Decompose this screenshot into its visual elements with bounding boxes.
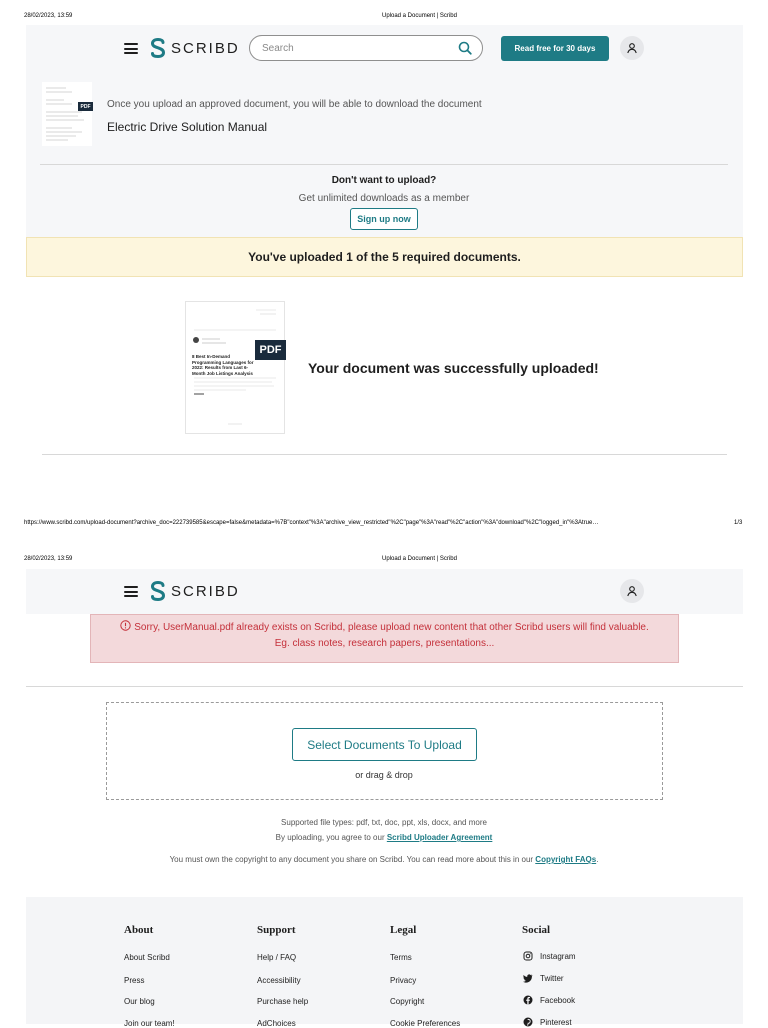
facebook-label: Facebook bbox=[540, 995, 576, 1005]
user-account-button[interactable] bbox=[620, 36, 644, 60]
uploaded-document-thumbnail[interactable] bbox=[185, 301, 285, 434]
footer-support-heading: Support bbox=[257, 924, 296, 936]
footer-link-purchase-help[interactable]: Purchase help bbox=[257, 997, 309, 1006]
document-thumbnail[interactable] bbox=[42, 82, 92, 146]
pinterest-icon bbox=[523, 1017, 533, 1027]
upload-progress-banner: You've uploaded 1 of the 5 required documents. bbox=[26, 237, 743, 277]
menu-icon[interactable] bbox=[124, 43, 138, 54]
duplicate-error-banner bbox=[90, 614, 679, 663]
logo-text-2: SCRIBD bbox=[171, 582, 240, 600]
logo-text: SCRIBD bbox=[171, 39, 240, 57]
agreement-prefix: By uploading, you agree to our bbox=[275, 833, 387, 842]
error-line-1 bbox=[91, 620, 678, 636]
print-page-number: 1/3 bbox=[734, 520, 743, 526]
error-examples: Eg. class notes, research papers, presentations... bbox=[274, 638, 495, 649]
print-title: Upload a Document | Scribd bbox=[382, 13, 457, 19]
success-message: Your document was successfully uploaded! bbox=[308, 360, 599, 376]
footer-legal-heading: Legal bbox=[390, 924, 417, 936]
search-input[interactable] bbox=[260, 42, 444, 55]
copyright-prefix: You must own the copyright to any document you share on Scribd. You can read more about this in our bbox=[169, 855, 536, 864]
uploader-agreement-line bbox=[0, 833, 768, 842]
social-link-instagram[interactable] bbox=[523, 951, 576, 961]
document-title[interactable]: Electric Drive Solution Manual bbox=[107, 120, 268, 134]
search-icon[interactable] bbox=[458, 41, 472, 55]
footer-link-accessibility[interactable]: Accessibility bbox=[257, 976, 301, 985]
divider bbox=[40, 164, 728, 165]
footer-link-join-team[interactable]: Join our team! bbox=[124, 1019, 175, 1028]
footer-link-about-scribd[interactable]: About Scribd bbox=[124, 953, 170, 962]
scribd-s-icon bbox=[150, 581, 166, 601]
read-free-button[interactable]: Read free for 30 days bbox=[501, 36, 609, 61]
print-datetime-2: 28/02/2023, 13:59 bbox=[24, 556, 73, 562]
divider bbox=[42, 454, 727, 455]
copyright-faqs-link[interactable]: Copyright FAQs bbox=[535, 855, 597, 864]
scribd-logo-2[interactable] bbox=[150, 581, 240, 601]
footer-link-our-blog[interactable]: Our blog bbox=[124, 997, 155, 1006]
supported-file-types: Supported file types: pdf, txt, doc, ppt, xls, docx, and more bbox=[281, 818, 487, 827]
footer-link-terms[interactable]: Terms bbox=[390, 953, 412, 962]
instagram-label: Instagram bbox=[540, 951, 576, 961]
pdf-badge-large: PDF bbox=[255, 340, 286, 360]
select-documents-button[interactable]: Select Documents To Upload bbox=[292, 728, 477, 761]
pdf-badge: PDF bbox=[78, 102, 93, 111]
footer-link-copyright[interactable]: Copyright bbox=[390, 997, 425, 1006]
document-preview-lines bbox=[42, 82, 92, 146]
drag-drop-hint: or drag & drop bbox=[355, 770, 413, 780]
alert-circle-icon bbox=[120, 620, 131, 631]
footer-social-heading: Social bbox=[522, 924, 551, 936]
print-datetime: 28/02/2023, 13:59 bbox=[24, 13, 73, 19]
footer-link-adchoices[interactable]: AdChoices bbox=[257, 1019, 296, 1028]
social-link-twitter[interactable] bbox=[523, 973, 564, 983]
social-link-facebook[interactable] bbox=[523, 995, 575, 1005]
footer-link-press[interactable]: Press bbox=[124, 976, 145, 985]
pinterest-label: Pinterest bbox=[540, 1017, 572, 1027]
twitter-icon bbox=[523, 973, 533, 983]
print-title-2: Upload a Document | Scribd bbox=[382, 556, 457, 562]
facebook-icon bbox=[523, 995, 533, 1005]
user-icon bbox=[626, 585, 638, 597]
error-message: Sorry, UserManual.pdf already exists on Scribd, please upload new content that other Scribd users will find valuable. bbox=[134, 622, 649, 633]
footer-about-heading: About bbox=[124, 924, 154, 936]
scribd-s-icon bbox=[150, 38, 166, 58]
copyright-notice bbox=[0, 855, 768, 864]
twitter-label: Twitter bbox=[540, 973, 564, 983]
user-icon bbox=[626, 42, 638, 54]
print-url: https://www.scribd.com/upload-document?archive_doc=222739585&escape=false&metadata=%7B"context"%3A"archive_view_restricted"%2C"page"%3A"read"%2C"action"%3A"download"%2C"logged_in"%3Atrue… bbox=[24, 520, 599, 526]
footer-link-cookie-preferences[interactable]: Cookie Preferences bbox=[390, 1019, 461, 1028]
copyright-suffix: . bbox=[596, 855, 599, 864]
member-heading: Don't want to upload? bbox=[331, 175, 437, 186]
approved-message: Once you upload an approved document, you will be able to download the document bbox=[107, 99, 482, 110]
user-account-button-2[interactable] bbox=[620, 579, 644, 603]
search-box[interactable] bbox=[249, 35, 483, 61]
scribd-logo[interactable] bbox=[150, 38, 240, 58]
uploaded-doc-heading: 8 Best In-Demand Programming Languages for 2022: Results from Last 6-Month Job Listings Analysis bbox=[192, 354, 254, 376]
footer-link-help-faq[interactable]: Help / FAQ bbox=[257, 953, 297, 962]
instagram-icon bbox=[523, 951, 533, 961]
footer-link-privacy[interactable]: Privacy bbox=[390, 976, 417, 985]
uploader-agreement-link[interactable]: Scribd Uploader Agreement bbox=[386, 833, 493, 842]
member-subtext: Get unlimited downloads as a member bbox=[298, 193, 470, 204]
sign-up-button[interactable]: Sign up now bbox=[350, 208, 418, 230]
menu-icon-2[interactable] bbox=[124, 586, 138, 597]
social-link-pinterest[interactable] bbox=[523, 1017, 572, 1027]
divider bbox=[26, 686, 743, 687]
